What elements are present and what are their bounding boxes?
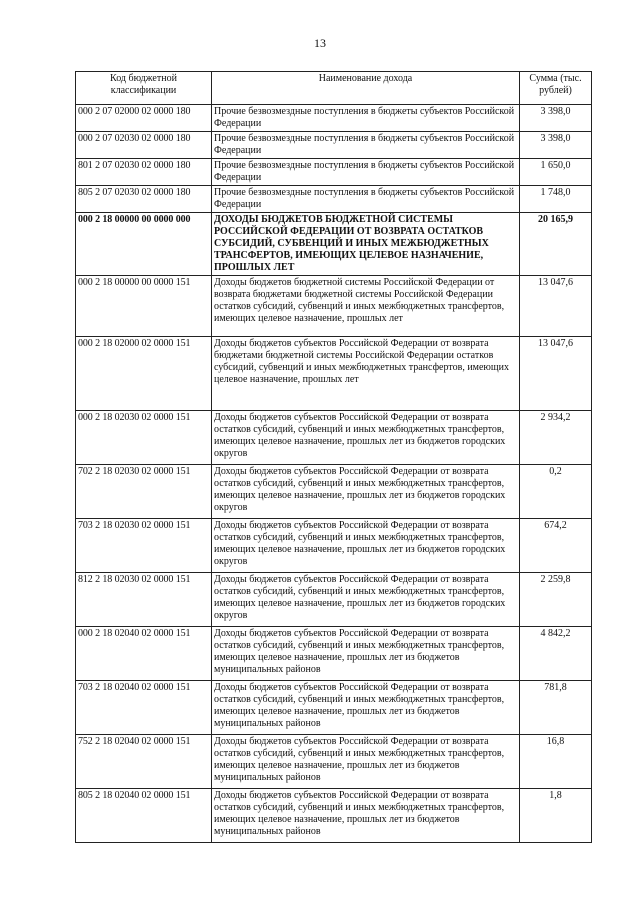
row-name: Доходы бюджетов субъектов Российской Федерации от возврата остатков субсидий, субвенций и иных межбюджетных трансфертов, имеющих целевое назначение, прошлых лет из бюджетов муниципальных районов — [212, 789, 520, 843]
header-sum: Сумма (тыс. рублей) — [520, 72, 592, 105]
row-code: 752 2 18 02040 02 0000 151 — [76, 735, 212, 789]
row-code: 703 2 18 02040 02 0000 151 — [76, 681, 212, 735]
row-sum: 3 398,0 — [520, 105, 592, 132]
row-name: Доходы бюджетов субъектов Российской Федерации от возврата остатков субсидий, субвенций и иных межбюджетных трансфертов, имеющих целевое назначение, прошлых лет из бюджетов городских округов — [212, 411, 520, 465]
row-name: Прочие безвозмездные поступления в бюджеты субъектов Российской Федерации — [212, 159, 520, 186]
row-sum: 4 842,2 — [520, 627, 592, 681]
row-name: Доходы бюджетов субъектов Российской Федерации от возврата остатков субсидий, субвенций и иных межбюджетных трансфертов, имеющих целевое назначение, прошлых лет из бюджетов городских округов — [212, 519, 520, 573]
table-row — [76, 105, 592, 132]
table-row — [76, 465, 592, 519]
row-sum: 3 398,0 — [520, 132, 592, 159]
table-body — [76, 105, 592, 843]
row-code: 000 2 07 02030 02 0000 180 — [76, 132, 212, 159]
table-row — [76, 627, 592, 681]
row-code: 000 2 18 02000 02 0000 151 — [76, 337, 212, 411]
row-sum: 2 934,2 — [520, 411, 592, 465]
row-name: Доходы бюджетов субъектов Российской Федерации от возврата бюджетами бюджетной системы Российской Федерации остатков субсидий, субвенций и иных межбюджетных трансфертов, имеющих целевое назначение, прошлых лет — [212, 337, 520, 411]
row-code: 801 2 07 02030 02 0000 180 — [76, 159, 212, 186]
table-row — [76, 186, 592, 213]
row-name: Доходы бюджетов субъектов Российской Федерации от возврата остатков субсидий, субвенций и иных межбюджетных трансфертов, имеющих целевое назначение, прошлых лет из бюджетов муниципальных районов — [212, 735, 520, 789]
table-row — [76, 681, 592, 735]
row-sum: 20 165,9 — [520, 213, 592, 276]
table-row — [76, 411, 592, 465]
row-sum: 2 259,8 — [520, 573, 592, 627]
row-name: Доходы бюджетов субъектов Российской Федерации от возврата остатков субсидий, субвенций и иных межбюджетных трансфертов, имеющих целевое назначение, прошлых лет из бюджетов муниципальных районов — [212, 627, 520, 681]
row-sum: 1 748,0 — [520, 186, 592, 213]
row-code: 805 2 07 02030 02 0000 180 — [76, 186, 212, 213]
table-row — [76, 789, 592, 843]
header-code: Код бюджетной классификации — [76, 72, 212, 105]
table-row — [76, 519, 592, 573]
row-sum: 13 047,6 — [520, 337, 592, 411]
table-row — [76, 132, 592, 159]
table-row — [76, 735, 592, 789]
row-sum: 16,8 — [520, 735, 592, 789]
table-row — [76, 573, 592, 627]
header-name: Наименование дохода — [212, 72, 520, 105]
row-name: Прочие безвозмездные поступления в бюджеты субъектов Российской Федерации — [212, 105, 520, 132]
row-name: Доходы бюджетов субъектов Российской Федерации от возврата остатков субсидий, субвенций и иных межбюджетных трансфертов, имеющих целевое назначение, прошлых лет из бюджетов городских округов — [212, 465, 520, 519]
row-sum: 1,8 — [520, 789, 592, 843]
table-row — [76, 276, 592, 337]
table-row — [76, 213, 592, 276]
row-sum: 781,8 — [520, 681, 592, 735]
income-table — [75, 71, 592, 843]
row-code: 000 2 18 00000 00 0000 000 — [76, 213, 212, 276]
row-name: Доходы бюджетов субъектов Российской Федерации от возврата остатков субсидий, субвенций и иных межбюджетных трансфертов, имеющих целевое назначение, прошлых лет из бюджетов городских округов — [212, 573, 520, 627]
row-sum: 0,2 — [520, 465, 592, 519]
row-code: 000 2 18 02030 02 0000 151 — [76, 411, 212, 465]
row-name: Прочие безвозмездные поступления в бюджеты субъектов Российской Федерации — [212, 186, 520, 213]
row-code: 805 2 18 02040 02 0000 151 — [76, 789, 212, 843]
row-code: 703 2 18 02030 02 0000 151 — [76, 519, 212, 573]
row-code: 702 2 18 02030 02 0000 151 — [76, 465, 212, 519]
row-sum: 1 650,0 — [520, 159, 592, 186]
row-code: 000 2 07 02000 02 0000 180 — [76, 105, 212, 132]
row-sum: 674,2 — [520, 519, 592, 573]
row-code: 000 2 18 02040 02 0000 151 — [76, 627, 212, 681]
row-name: Прочие безвозмездные поступления в бюджеты субъектов Российской Федерации — [212, 132, 520, 159]
row-name: Доходы бюджетов бюджетной системы Российской Федерации от возврата бюджетами бюджетной системы Российской Федерации остатков субсидий, субвенций и иных межбюджетных трансфертов, имеющих целевое назначение, прошлых лет — [212, 276, 520, 337]
row-code: 000 2 18 00000 00 0000 151 — [76, 276, 212, 337]
row-name: ДОХОДЫ БЮДЖЕТОВ БЮДЖЕТНОЙ СИСТЕМЫ РОССИЙСКОЙ ФЕДЕРАЦИИ ОТ ВОЗВРАТА ОСТАТКОВ СУБСИДИЙ, СУБВЕНЦИЙ И ИНЫХ МЕЖБЮДЖЕТНЫХ ТРАНСФЕРТОВ, ИМЕЮЩИХ ЦЕЛЕВОЕ НАЗНАЧЕНИЕ, ПРОШЛЫХ ЛЕТ — [212, 213, 520, 276]
table-header-row — [76, 72, 592, 105]
row-name: Доходы бюджетов субъектов Российской Федерации от возврата остатков субсидий, субвенций и иных межбюджетных трансфертов, имеющих целевое назначение, прошлых лет из бюджетов муниципальных районов — [212, 681, 520, 735]
row-sum: 13 047,6 — [520, 276, 592, 337]
row-code: 812 2 18 02030 02 0000 151 — [76, 573, 212, 627]
page-number: 13 — [314, 36, 326, 50]
table-row — [76, 159, 592, 186]
table-row — [76, 337, 592, 411]
